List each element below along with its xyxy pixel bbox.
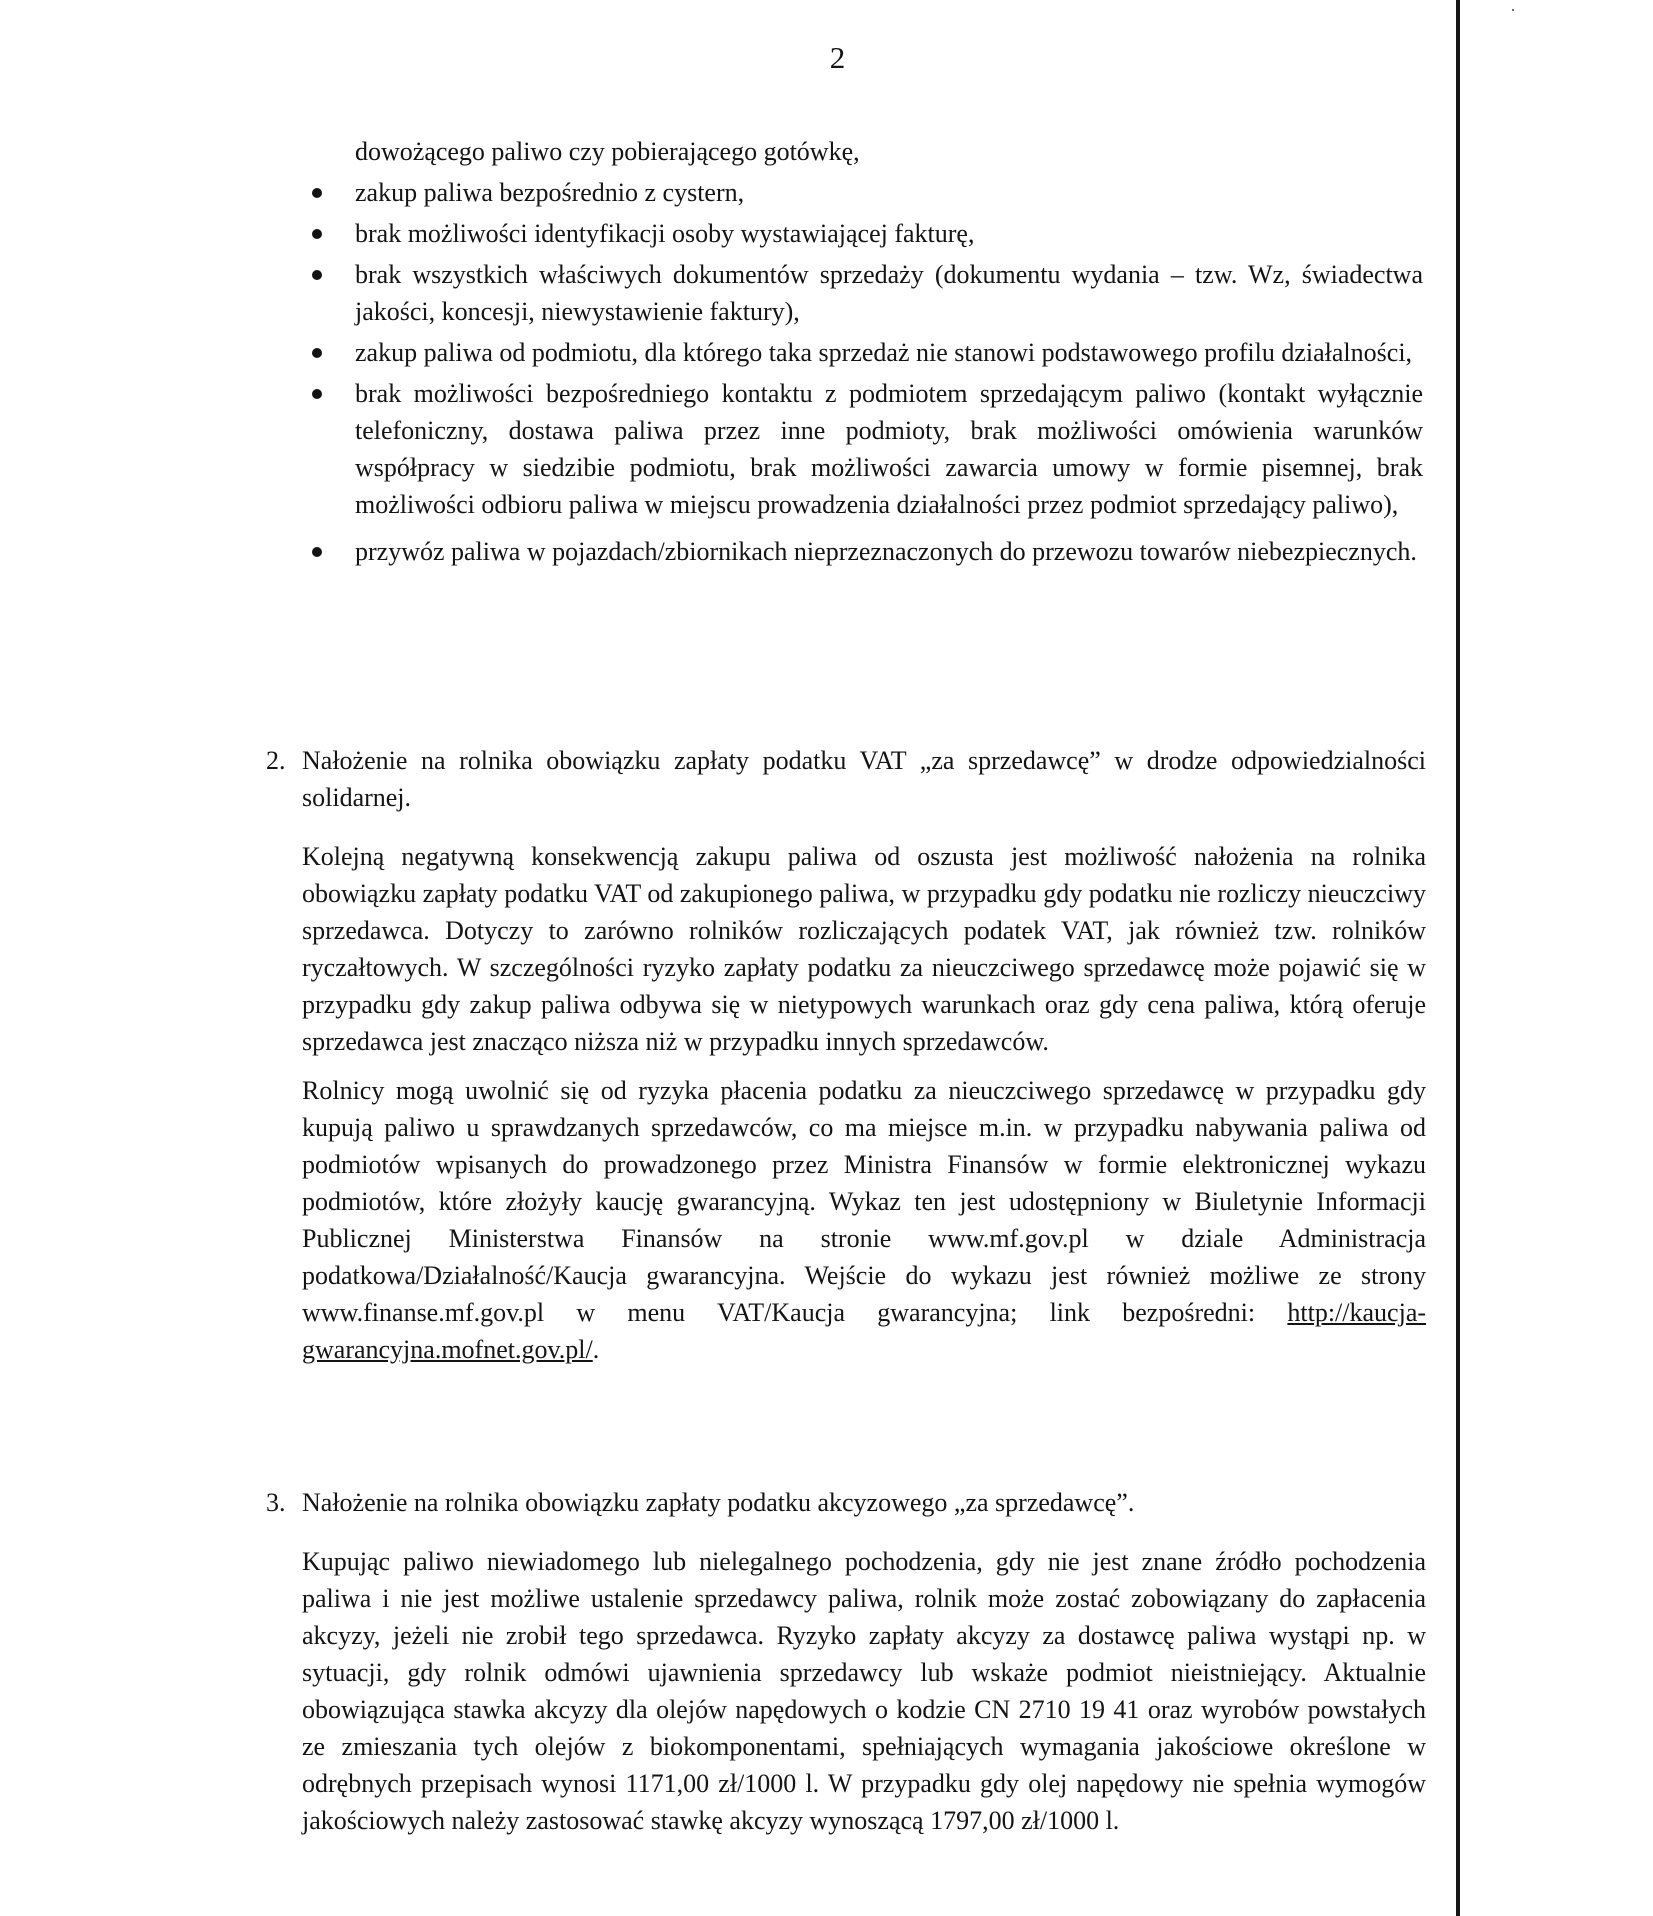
bullet-dot-icon	[312, 229, 322, 239]
list-item-text: zakup paliwa bezpośrednio z cystern,	[355, 178, 745, 207]
paragraph	[302, 1072, 1426, 1368]
list-item-text: brak możliwości bezpośredniego kontaktu z podmiotem sprzedającym paliwo (kontakt wyłącznie telefoniczny, dostawa paliwa przez inne podmioty, brak możliwości omówienia warunków współpracy w siedzibie podmiotu, brak możliwości zawarcia umowy w formie pisemnej, brak możliwości odbioru paliwa w miejscu prowadzenia działalności przez podmiot sprzedający paliwo),	[355, 379, 1423, 519]
kaucja-link[interactable]: http://kaucja-gwarancyjna.mofnet.gov.pl/	[302, 1298, 1427, 1364]
bullet-dot-icon	[312, 547, 322, 557]
section-number: 3.	[266, 1488, 286, 1517]
section-heading	[266, 742, 1426, 816]
bullet-dot-icon	[312, 188, 322, 198]
section-heading	[266, 1484, 1426, 1521]
bullet-dot-icon	[312, 348, 322, 358]
list-item	[318, 174, 1423, 211]
section-heading-text: Nałożenie na rolnika obowiązku zapłaty podatku akcyzowego „za sprzedawcę”.	[302, 1488, 1135, 1517]
bullet-continuation: dowożącego paliwo czy pobierającego gotówkę,	[355, 137, 860, 166]
list-item-text: zakup paliwa od podmiotu, dla którego taka sprzedaż nie stanowi podstawowego profilu działalności,	[355, 338, 1413, 367]
section-3	[266, 1484, 1426, 1839]
bullet-list	[318, 133, 1423, 570]
scan-edge-mark: ·	[1510, 0, 1516, 20]
list-item-text: brak możliwości identyfikacji osoby wystawiającej fakturę,	[355, 219, 975, 248]
list-item	[318, 375, 1423, 523]
bullet-dot-icon	[312, 389, 322, 399]
link-trailing-punctuation: .	[592, 1335, 600, 1364]
list-item	[318, 215, 1423, 252]
list-item	[318, 533, 1423, 570]
list-item-text: brak wszystkich właściwych dokumentów sprzedaży (dokumentu wydania – tzw. Wz, świadectwa jakości, koncesji, niewystawienie faktury),	[355, 260, 1423, 326]
section-number: 2.	[266, 746, 286, 775]
paragraph: Kupując paliwo niewiadomego lub nielegalnego pochodzenia, gdy nie jest znane źródło pochodzenia paliwa i nie jest możliwe ustalenie sprzedawcy paliwa, rolnik może zostać zobowiązany do zapłacenia akcyzy, jeżeli nie zrobił tego sprzedawca. Ryzyko zapłaty akcyzy za dostawcę paliwa wystąpi np. w sytuacji, gdy rolnik odmówi ujawnienia sprzedawcy lub wskaże podmiot nieistniejący. Aktualnie obowiązująca stawka akcyzy dla olejów napędowych o kodzie CN 2710 19 41 oraz wyrobów powstałych ze zmieszania tych olejów z biokomponentami, spełniających wymagania jakościowe określone w odrębnych przepisach wynosi 1171,00 zł/1000 l. W przypadku gdy olej napędowy nie spełnia wymogów jakościowych należy zastosować stawkę akcyzy wynoszącą 1797,00 zł/1000 l.	[302, 1547, 1426, 1835]
list-item-text: przywóz paliwa w pojazdach/zbiornikach nieprzeznaczonych do przewozu towarów niebezpiecznych.	[355, 537, 1417, 566]
paragraph: Kolejną negatywną konsekwencją zakupu paliwa od oszusta jest możliwość nałożenia na rolnika obowiązku zapłaty podatku VAT od zakupionego paliwa, w przypadku gdy podatku nie rozliczy nieuczciwy sprzedawca. Dotyczy to zarówno rolników rozliczających podatek VAT, jak również tzw. rolników ryczałtowych. W szczególności ryzyko zapłaty podatku za nieuczciwego sprzedawcę może pojawić się w przypadku gdy zakup paliwa odbywa się w nietypowych warunkach oraz gdy cena paliwa, którą oferuje sprzedawca jest znacząco niższa niż w przypadku innych sprzedawców.	[302, 842, 1426, 1056]
section-2	[266, 742, 1426, 1368]
list-item	[318, 256, 1423, 330]
section-heading-text: Nałożenie na rolnika obowiązku zapłaty podatku VAT „za sprzedawcę” w drodze odpowiedzialności solidarnej.	[302, 746, 1426, 812]
list-item	[318, 334, 1423, 371]
paragraph-text: Rolnicy mogą uwolnić się od ryzyka płacenia podatku za nieuczciwego sprzedawcę w przypadku gdy kupują paliwo u sprawdzanych sprzedawców, co ma miejsce m.in. w przypadku nabywania paliwa od podmiotów wpisanych do prowadzonego przez Ministra Finansów w formie elektronicznej wykazu podmiotów, które złożyły kaucję gwarancyjną. Wykaz ten jest udostępniony w Biuletynie Informacji Publicznej Ministerstwa Finansów na stronie www.mf.gov.pl w dziale Administracja podatkowa/Działalność/Kaucja gwarancyjna. Wejście do wykazu jest również możliwe ze strony www.finanse.mf.gov.pl w menu VAT/Kaucja gwarancyjna; link bezpośredni:	[302, 1076, 1426, 1327]
bullet-dot-icon	[312, 270, 322, 280]
page-number: 2	[829, 40, 846, 75]
scan-edge-line	[1456, 0, 1460, 1916]
